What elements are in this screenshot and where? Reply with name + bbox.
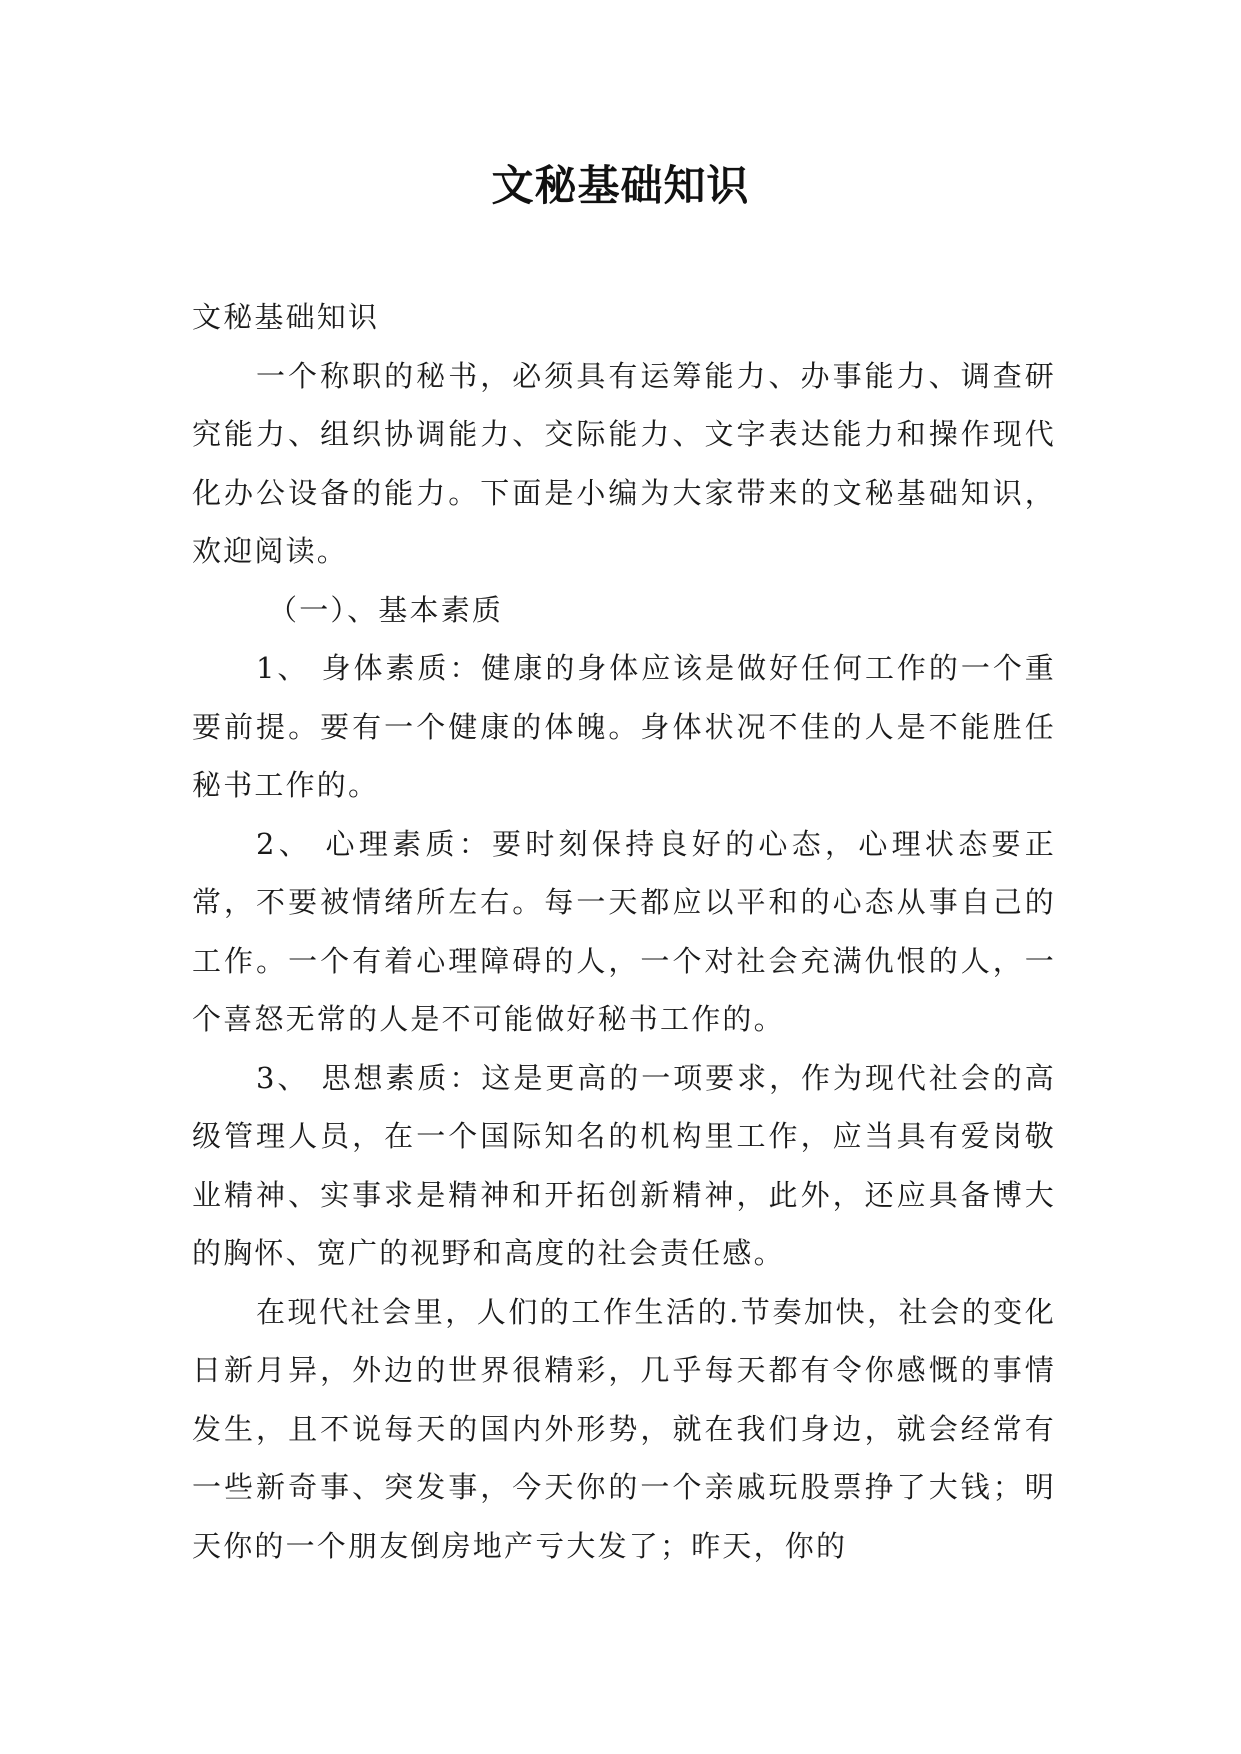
paragraph-item-3: 3、 思想素质：这是更高的一项要求，作为现代社会的高级管理人员，在一个国际知名的机构里工作，应当具有爱岗敬业精神、实事求是精神和开拓创新精神，此外，还应具备博大的胸怀、宽广的视野和高度的社会责任感。	[192, 1060, 1056, 1270]
paragraph-body: 在现代社会里，人们的工作生活的.节奏加快，社会的变化日新月异，外边的世界很精彩，几乎每天都有令你感慨的事情发生，且不说每天的国内外形势，就在我们身边，就会经常有一些新奇事、突发事，今天你的一个亲戚玩股票挣了大钱；明天你的一个朋友倒房地产亏大发了；昨天，你的	[192, 1294, 1056, 1563]
document-body	[192, 288, 1056, 1575]
paragraph-item-2: 2、 心理素质：要时刻保持良好的心态，心理状态要正常，不要被情绪所左右。每一天都应以平和的心态从事自己的工作。一个有着心理障碍的人，一个对社会充满仇恨的人，一个喜怒无常的人是不可能做好秘书工作的。	[192, 826, 1056, 1036]
paragraph-item-1: 1、 身体素质：健康的身体应该是做好任何工作的一个重要前提。要有一个健康的体魄。身体状况不佳的人是不能胜任秘书工作的。	[192, 651, 1056, 802]
paragraph-heading: 文秘基础知识	[192, 300, 380, 334]
paragraph-intro: 一个称职的秘书，必须具有运筹能力、办事能力、调查研究能力、组织协调能力、交际能力、文字表达能力和操作现代化办公设备的能力。下面是小编为大家带来的文秘基础知识，欢迎阅读。	[192, 358, 1056, 568]
section-heading: （一）、基本素质	[268, 592, 504, 627]
document-title: 文秘基础知识	[491, 161, 750, 210]
